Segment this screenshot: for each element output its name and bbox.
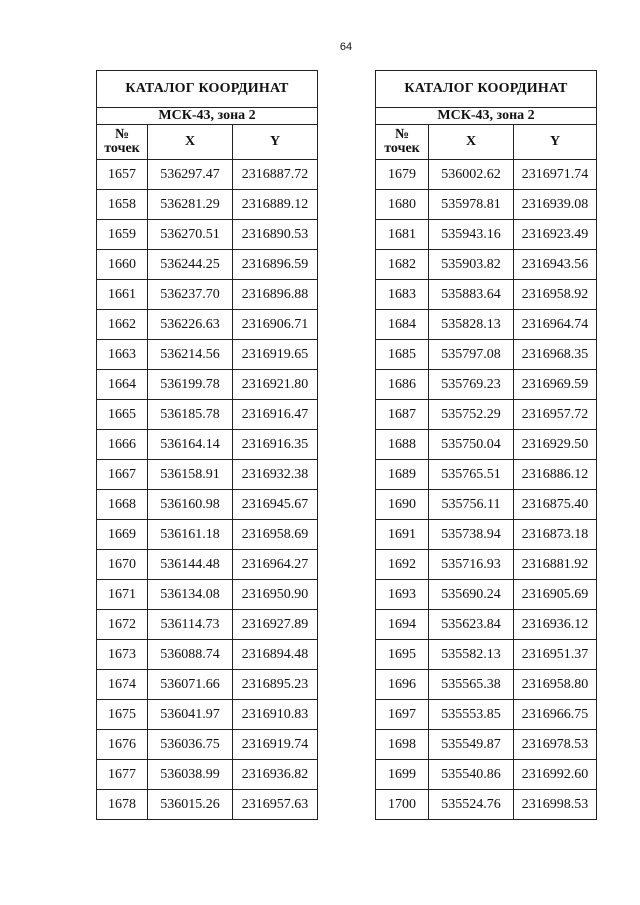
y-coordinate-cell: 2316905.69 — [514, 580, 597, 610]
table-row — [376, 490, 597, 520]
table-row — [376, 700, 597, 730]
point-number-cell: 1696 — [376, 670, 429, 700]
x-coordinate-cell: 536270.51 — [148, 220, 233, 250]
y-coordinate-cell: 2316916.47 — [233, 400, 318, 430]
table-row — [97, 760, 318, 790]
point-number-cell: 1697 — [376, 700, 429, 730]
x-coordinate-cell: 536158.91 — [148, 460, 233, 490]
point-number-cell: 1685 — [376, 340, 429, 370]
x-coordinate-cell: 535582.13 — [429, 640, 514, 670]
x-column-header: X — [429, 125, 514, 160]
table-row — [376, 760, 597, 790]
y-coordinate-cell: 2316910.83 — [233, 700, 318, 730]
y-coordinate-cell: 2316951.37 — [514, 640, 597, 670]
point-number-cell: 1673 — [97, 640, 148, 670]
table-row — [97, 580, 318, 610]
table-row — [97, 700, 318, 730]
x-coordinate-cell: 536161.18 — [148, 520, 233, 550]
table-row — [97, 280, 318, 310]
table-row — [376, 520, 597, 550]
y-coordinate-cell: 2316971.74 — [514, 160, 597, 190]
table-row — [97, 520, 318, 550]
point-number-header-symbol: № — [114, 127, 130, 142]
table-row — [97, 370, 318, 400]
y-coordinate-cell: 2316886.12 — [514, 460, 597, 490]
point-number-cell: 1688 — [376, 430, 429, 460]
x-coordinate-cell: 536134.08 — [148, 580, 233, 610]
y-coordinate-cell: 2316969.59 — [514, 370, 597, 400]
y-coordinate-cell: 2316921.80 — [233, 370, 318, 400]
point-number-cell: 1698 — [376, 730, 429, 760]
table-title: КАТАЛОГ КООРДИНАТ — [97, 71, 318, 108]
y-column-header: Y — [233, 125, 318, 160]
y-coordinate-cell: 2316932.38 — [233, 460, 318, 490]
y-coordinate-cell: 2316964.27 — [233, 550, 318, 580]
y-coordinate-cell: 2316998.53 — [514, 790, 597, 820]
x-coordinate-cell: 535738.94 — [429, 520, 514, 550]
point-number-cell: 1680 — [376, 190, 429, 220]
y-coordinate-cell: 2316919.74 — [233, 730, 318, 760]
point-number-cell: 1681 — [376, 220, 429, 250]
table-row — [376, 610, 597, 640]
x-coordinate-cell: 536237.70 — [148, 280, 233, 310]
table-row — [376, 250, 597, 280]
x-coordinate-cell: 535769.23 — [429, 370, 514, 400]
point-number-cell: 1682 — [376, 250, 429, 280]
table-row — [97, 250, 318, 280]
table-row — [97, 640, 318, 670]
y-coordinate-cell: 2316978.53 — [514, 730, 597, 760]
point-number-cell: 1665 — [97, 400, 148, 430]
table-row — [376, 370, 597, 400]
x-coordinate-cell: 535903.82 — [429, 250, 514, 280]
x-column-header: X — [148, 125, 233, 160]
point-number-cell: 1659 — [97, 220, 148, 250]
point-number-cell: 1672 — [97, 610, 148, 640]
y-coordinate-cell: 2316929.50 — [514, 430, 597, 460]
x-coordinate-cell: 536015.26 — [148, 790, 233, 820]
y-coordinate-cell: 2316927.89 — [233, 610, 318, 640]
x-coordinate-cell: 536226.63 — [148, 310, 233, 340]
y-coordinate-cell: 2316964.74 — [514, 310, 597, 340]
point-number-cell: 1675 — [97, 700, 148, 730]
y-coordinate-cell: 2316957.72 — [514, 400, 597, 430]
point-number-cell: 1662 — [97, 310, 148, 340]
point-number-cell: 1699 — [376, 760, 429, 790]
table-row — [97, 790, 318, 820]
point-number-cell: 1660 — [97, 250, 148, 280]
y-coordinate-cell: 2316958.69 — [233, 520, 318, 550]
x-coordinate-cell: 535623.84 — [429, 610, 514, 640]
x-coordinate-cell: 535828.13 — [429, 310, 514, 340]
point-number-cell: 1658 — [97, 190, 148, 220]
x-coordinate-cell: 535553.85 — [429, 700, 514, 730]
table-row — [376, 400, 597, 430]
table-subtitle: МСК-43, зона 2 — [97, 108, 318, 125]
y-coordinate-cell: 2316943.56 — [514, 250, 597, 280]
x-coordinate-cell: 535540.86 — [429, 760, 514, 790]
x-coordinate-cell: 536297.47 — [148, 160, 233, 190]
x-coordinate-cell: 536185.78 — [148, 400, 233, 430]
x-coordinate-cell: 536002.62 — [429, 160, 514, 190]
point-number-cell: 1677 — [97, 760, 148, 790]
table-row — [376, 340, 597, 370]
y-coordinate-cell: 2316936.12 — [514, 610, 597, 640]
table-row — [97, 220, 318, 250]
table-row — [97, 430, 318, 460]
x-coordinate-cell: 536281.29 — [148, 190, 233, 220]
point-number-cell: 1669 — [97, 520, 148, 550]
x-coordinate-cell: 536160.98 — [148, 490, 233, 520]
x-coordinate-cell: 535750.04 — [429, 430, 514, 460]
y-coordinate-cell: 2316873.18 — [514, 520, 597, 550]
point-number-cell: 1678 — [97, 790, 148, 820]
y-coordinate-cell: 2316945.67 — [233, 490, 318, 520]
point-number-cell: 1691 — [376, 520, 429, 550]
y-coordinate-cell: 2316992.60 — [514, 760, 597, 790]
point-number-cell: 1667 — [97, 460, 148, 490]
table-row — [97, 460, 318, 490]
x-coordinate-cell: 536038.99 — [148, 760, 233, 790]
y-coordinate-cell: 2316896.88 — [233, 280, 318, 310]
coordinate-catalog-table-right — [375, 70, 597, 820]
table-row — [376, 790, 597, 820]
x-coordinate-cell: 535565.38 — [429, 670, 514, 700]
point-number-header — [376, 125, 429, 160]
x-coordinate-cell: 535943.16 — [429, 220, 514, 250]
point-number-cell: 1679 — [376, 160, 429, 190]
page-number: 64 — [339, 41, 353, 53]
y-coordinate-cell: 2316895.23 — [233, 670, 318, 700]
point-number-cell: 1668 — [97, 490, 148, 520]
y-column-header: Y — [514, 125, 597, 160]
point-number-header-word: точек — [384, 141, 420, 156]
x-coordinate-cell: 535549.87 — [429, 730, 514, 760]
x-coordinate-cell: 536114.73 — [148, 610, 233, 640]
point-number-cell: 1671 — [97, 580, 148, 610]
y-coordinate-cell: 2316958.92 — [514, 280, 597, 310]
table-row — [97, 310, 318, 340]
y-coordinate-cell: 2316950.90 — [233, 580, 318, 610]
point-number-header-symbol: № — [394, 127, 410, 142]
point-number-cell: 1694 — [376, 610, 429, 640]
x-coordinate-cell: 536071.66 — [148, 670, 233, 700]
point-number-cell: 1689 — [376, 460, 429, 490]
point-number-cell: 1657 — [97, 160, 148, 190]
x-coordinate-cell: 535752.29 — [429, 400, 514, 430]
y-coordinate-cell: 2316957.63 — [233, 790, 318, 820]
table-title: КАТАЛОГ КООРДИНАТ — [376, 71, 597, 108]
y-coordinate-cell: 2316936.82 — [233, 760, 318, 790]
table-row — [97, 400, 318, 430]
table-row — [376, 640, 597, 670]
point-number-cell: 1663 — [97, 340, 148, 370]
y-coordinate-cell: 2316896.59 — [233, 250, 318, 280]
point-number-cell: 1687 — [376, 400, 429, 430]
table-row — [376, 460, 597, 490]
table-row — [376, 580, 597, 610]
table-row — [97, 490, 318, 520]
y-coordinate-cell: 2316881.92 — [514, 550, 597, 580]
point-number-cell: 1664 — [97, 370, 148, 400]
y-coordinate-cell: 2316889.12 — [233, 190, 318, 220]
x-coordinate-cell: 535978.81 — [429, 190, 514, 220]
table-row — [97, 160, 318, 190]
table-row — [376, 280, 597, 310]
y-coordinate-cell: 2316968.35 — [514, 340, 597, 370]
point-number-cell: 1666 — [97, 430, 148, 460]
table-row — [97, 730, 318, 760]
table-row — [97, 190, 318, 220]
y-coordinate-cell: 2316887.72 — [233, 160, 318, 190]
table-row — [376, 730, 597, 760]
table-row — [376, 310, 597, 340]
table-row — [97, 340, 318, 370]
x-coordinate-cell: 535524.76 — [429, 790, 514, 820]
table-row — [376, 160, 597, 190]
y-coordinate-cell: 2316916.35 — [233, 430, 318, 460]
x-coordinate-cell: 536244.25 — [148, 250, 233, 280]
y-coordinate-cell: 2316890.53 — [233, 220, 318, 250]
table-row — [376, 550, 597, 580]
table-row — [376, 670, 597, 700]
x-coordinate-cell: 535765.51 — [429, 460, 514, 490]
point-number-cell: 1692 — [376, 550, 429, 580]
point-number-cell: 1693 — [376, 580, 429, 610]
y-coordinate-cell: 2316923.49 — [514, 220, 597, 250]
y-coordinate-cell: 2316919.65 — [233, 340, 318, 370]
x-coordinate-cell: 535797.08 — [429, 340, 514, 370]
y-coordinate-cell: 2316875.40 — [514, 490, 597, 520]
y-coordinate-cell: 2316958.80 — [514, 670, 597, 700]
point-number-header — [97, 125, 148, 160]
x-coordinate-cell: 535690.24 — [429, 580, 514, 610]
point-number-cell: 1661 — [97, 280, 148, 310]
point-number-cell: 1674 — [97, 670, 148, 700]
point-number-cell: 1676 — [97, 730, 148, 760]
x-coordinate-cell: 536199.78 — [148, 370, 233, 400]
table-row — [376, 190, 597, 220]
x-coordinate-cell: 535883.64 — [429, 280, 514, 310]
x-coordinate-cell: 536144.48 — [148, 550, 233, 580]
y-coordinate-cell: 2316906.71 — [233, 310, 318, 340]
point-number-cell: 1670 — [97, 550, 148, 580]
x-coordinate-cell: 535716.93 — [429, 550, 514, 580]
coordinate-catalog-table-left — [96, 70, 318, 820]
y-coordinate-cell: 2316939.08 — [514, 190, 597, 220]
table-row — [376, 430, 597, 460]
point-number-cell: 1690 — [376, 490, 429, 520]
y-coordinate-cell: 2316966.75 — [514, 700, 597, 730]
table-subtitle: МСК-43, зона 2 — [376, 108, 597, 125]
point-number-cell: 1683 — [376, 280, 429, 310]
table-row — [97, 670, 318, 700]
point-number-header-word: точек — [104, 141, 140, 156]
point-number-cell: 1700 — [376, 790, 429, 820]
point-number-cell: 1684 — [376, 310, 429, 340]
table-row — [97, 550, 318, 580]
x-coordinate-cell: 536041.97 — [148, 700, 233, 730]
x-coordinate-cell: 536164.14 — [148, 430, 233, 460]
x-coordinate-cell: 536214.56 — [148, 340, 233, 370]
y-coordinate-cell: 2316894.48 — [233, 640, 318, 670]
table-row — [97, 610, 318, 640]
table-row — [376, 220, 597, 250]
x-coordinate-cell: 536088.74 — [148, 640, 233, 670]
x-coordinate-cell: 536036.75 — [148, 730, 233, 760]
point-number-cell: 1695 — [376, 640, 429, 670]
x-coordinate-cell: 535756.11 — [429, 490, 514, 520]
point-number-cell: 1686 — [376, 370, 429, 400]
